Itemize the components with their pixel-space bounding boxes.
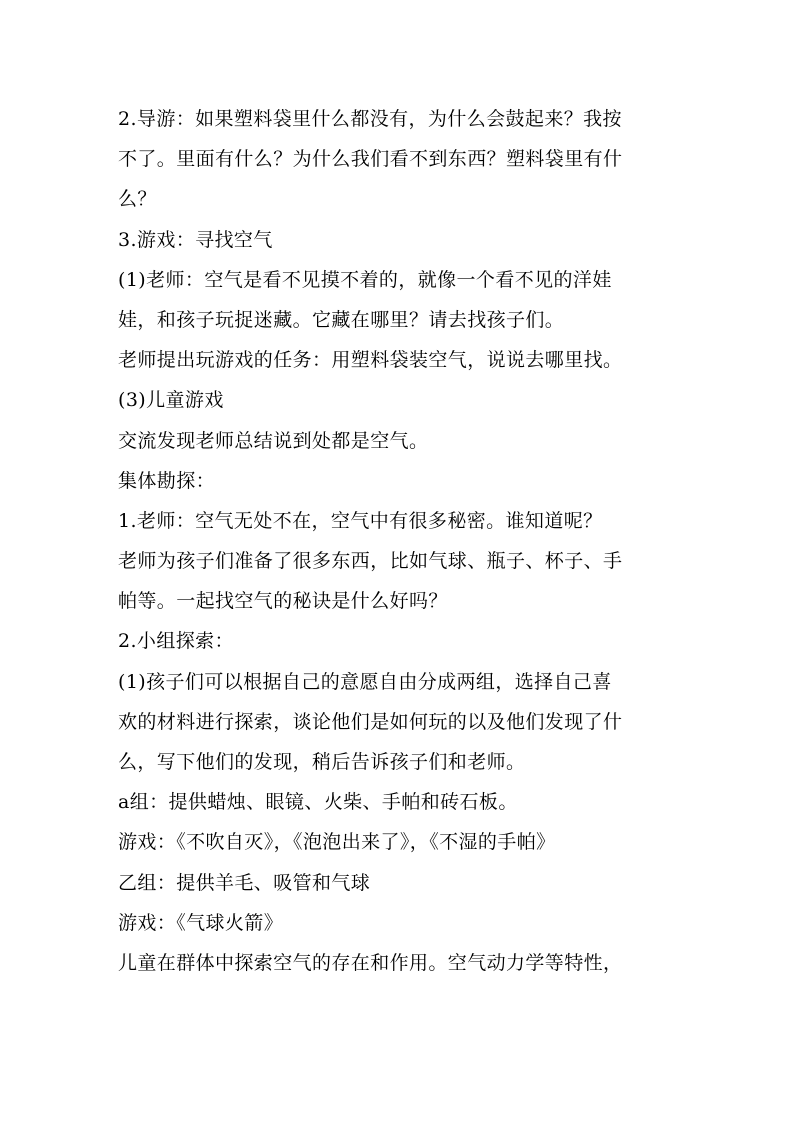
document-body bbox=[118, 104, 698, 988]
text-line: 游戏：《气球火箭》 bbox=[118, 911, 284, 934]
text-line: (1)老师：空气是看不见摸不着的，就像一个看不见的洋娃 bbox=[118, 268, 612, 291]
text-line: 1.老师：空气无处不在，空气中有很多秘密。谁知道呢？ bbox=[118, 509, 603, 532]
section-heading: 集体勘探： bbox=[118, 469, 216, 492]
section-heading: 3.游戏：寻找空气 bbox=[118, 228, 273, 251]
section-heading: 2.小组探索： bbox=[118, 630, 234, 653]
text-line: 游戏：《不吹自灭》，《泡泡出来了》，《不湿的手帕》 bbox=[118, 831, 556, 854]
text-line: 老师为孩子们准备了很多东西，比如气球、瓶子、杯子、手 bbox=[118, 550, 623, 573]
text-line: 帕等。一起找空气的秘诀是什么好吗？ bbox=[118, 590, 448, 613]
text-line: a组：提供蜡烛、眼镜、火柴、手帕和砖石板。 bbox=[118, 791, 518, 814]
text-line: 么，写下他们的发现，稍后告诉孩子们和老师。 bbox=[118, 751, 526, 773]
text-line: 欢的材料进行探索，谈论他们是如何玩的以及他们发现了什 bbox=[118, 710, 623, 733]
text-line: 2.导游：如果塑料袋里什么都没有，为什么会鼓起来？我按 bbox=[118, 108, 622, 130]
text-line: 娃，和孩子玩捉迷藏。它藏在哪里？请去找孩子们。 bbox=[118, 308, 565, 331]
text-line: (1)孩子们可以根据自己的意愿自由分成两组，选择自己喜 bbox=[118, 670, 612, 693]
text-line: 交流发现老师总结说到处都是空气。 bbox=[118, 429, 429, 452]
text-line: 么？ bbox=[118, 188, 157, 211]
section-heading: (3)儿童游戏 bbox=[118, 389, 224, 412]
text-line: 老师提出玩游戏的任务：用塑料袋装空气，说说去哪里找。 bbox=[118, 349, 623, 372]
text-line: 不了。里面有什么？为什么我们看不到东西？塑料袋里有什 bbox=[118, 148, 623, 171]
text-line: 乙组：提供羊毛、吸管和气球 bbox=[118, 871, 371, 894]
text-line: 儿童在群体中探索空气的存在和作用。空气动力学等特性， bbox=[118, 951, 623, 974]
